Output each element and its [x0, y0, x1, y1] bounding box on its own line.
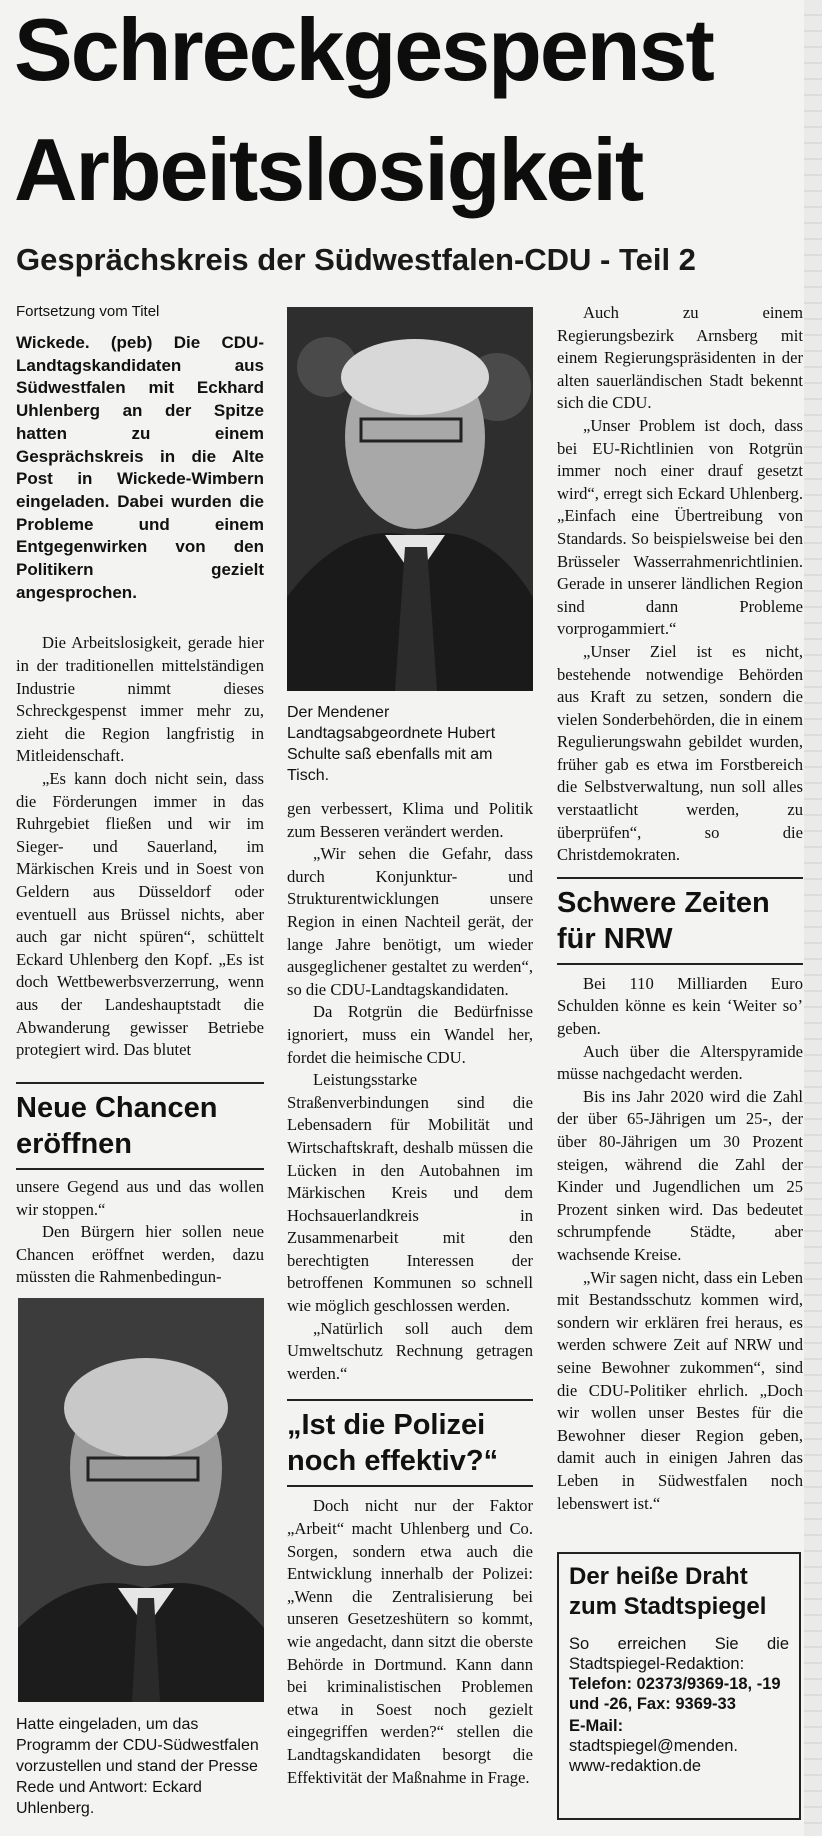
body-paragraph: Doch nicht nur der Faktor „Arbeit“ macht Uhlenberg und Co. Sorgen, sondern etwa auch die Entwicklung innerhalb der Polizei: „Wenn die Zentralisierung bei unseren Gesetzeshütern so kommt, wie angedacht, dann sitzt die oberste Behörde in Dortmund. Kann dann bei kriminalistischen Problemen etwa in Soest noch gezielt eingegriffen werden?“ stellen die Landtagskandidaten besorgt die Effektivität der Maßnahme in Frage. — [287, 1496, 533, 1787]
body-paragraph: Bei 110 Milliarden Euro Schulden könne es kein ‘Weiter so’ geben. — [557, 973, 803, 1039]
body-paragraph: „Es kann doch nicht sein, dass die Förderungen immer in das Ruhrgebiet fließen und wir im Sieger- und Sauerland, im Märkischen Kreis und in Soest von Geldern aus Düsseldorf oder eventuell aus Brüssel nichts, aber auch gar nicht spüren“, schüttelt Eckard Uhlenberg den Kopf. „Es ist doch Wettbewerbsverzerrung, wenn aus der Landeshauptstadt die Abwanderung gewisser Betriebe protegiert wird. Das blutet — [16, 769, 264, 1060]
subhead-schwere-zeiten: Schwere Zeiten für NRW — [557, 877, 803, 965]
headline — [14, 0, 804, 220]
body-paragraph: Den Bürgern hier sollen neue Chancen eröffnet werden, dazu müssten die Rahmenbedingun- — [16, 1222, 264, 1287]
lead-paragraph: Wickede. (peb) Die CDU-Landtagskandidaten aus Südwestfalen mit Eckhard Uhlenberg an der Spitze hatten zu einem Gesprächskreis in die Alte Post in Wickede-Wimbern eingeladen. Dabei wurden die Probleme und einem Entgegenwirken von den Politikern gezielt angesprochen. — [16, 333, 264, 602]
body-paragraph: Auch über die Alterspyramide müsse nachgedacht werden. — [557, 1041, 803, 1084]
body-paragraph: „Wir sagen nicht, dass ein Leben mit Bestandsschutz kommen wird, sondern wir erklären frei heraus, es werden schwere Zeit auf NRW und seine Bewohner zukommen“, sind die CDU-Politiker ehrlich. „Doch wir wollen unser Bestes für die Bewohner dieser Region geben, damit auch in einigen Jahren das Leben in Südwestfalen noch lebenswert ist.“ — [557, 1267, 803, 1513]
contact-infobox — [557, 1552, 801, 1820]
infobox-email[interactable]: stadtspiegel@menden. — [569, 1737, 739, 1755]
photo-eckard-uhlenberg — [18, 1298, 264, 1702]
body-paragraph: „Natürlich soll auch dem Umweltschutz Rechnung getragen werden.“ — [287, 1318, 533, 1383]
subhead-neue-chancen: Neue Chancen eröffnen — [16, 1082, 264, 1170]
subtitle: Gesprächskreis der Südwestfalen-CDU - Teil 2 — [16, 242, 696, 277]
body-paragraph: Auch zu einem Regierungsbezirk Arnsberg mit einem Regierungspräsidenten in der alten sauerländischen Stadt bekennt sich die CDU. — [557, 303, 803, 413]
body-paragraph: gen verbessert, Klima und Politik zum Besseren verändert werden. — [287, 799, 533, 841]
body-paragraph: „Unser Ziel ist es nicht, bestehende notwendige Behörden aus Kraft zu setzen, sondern die vielen Sonderbehörden, die in einem Regulierungswahn gebildet wurden, früher gab es etwa im Forstbereich die Selbstverwaltung, nun soll alles verstaatlicht werden, zu überprüfen“, so die Christdemokraten. — [557, 641, 803, 865]
column-1 — [16, 302, 264, 1062]
subhead-polizei: „Ist die Polizei noch effektiv?“ — [287, 1399, 533, 1487]
body-paragraph: Bis ins Jahr 2020 wird die Zahl der über 65-Jährigen um 25-, der über 80-Jährigen um 30 Prozent steigen, während die Zahl der Kinder und Jugendlichen um 25 Prozent sinken wird. Das bedeutet schrumpfende Städte, aber wachsende Kreise. — [557, 1086, 803, 1264]
headline-line-2: Arbeitslosigkeit — [14, 120, 643, 219]
infobox-title: Der heiße Draht zum Stadtspiegel — [569, 1563, 767, 1620]
infobox-phone: Telefon: 02373/9369-18, -19 und -26, Fax: 9369-33 — [569, 1675, 781, 1713]
body-paragraph: Da Rotgrün die Bedürfnisse ignoriert, muss ein Wandel her, fordet die heimische CDU. — [287, 1002, 533, 1067]
photo-caption-schulte: Der Mendener Landtagsabgeordnete Hubert Schulte saß ebenfalls mit am Tisch. — [287, 704, 496, 784]
portrait-photo-icon — [18, 1298, 264, 1702]
column-2 — [287, 702, 533, 1789]
infobox-email-label: E-Mail: — [569, 1717, 624, 1735]
adjacent-page-edge — [804, 0, 822, 1836]
body-paragraph: Die Arbeitslosigkeit, gerade hier in der traditionellen mittelständigen Industrie nimmt dieses Schreckgespenst immer mehr zu, zieht die Region langfristig in Mitleidenschaft. — [16, 633, 264, 766]
continuation-note: Fortsetzung vom Titel — [16, 303, 160, 320]
photo-hubert-schulte — [287, 307, 533, 691]
body-paragraph: Leistungsstarke Straßenverbindungen sind die Lebensadern für Mobilität und Wirtschaftskraft, deshalb müssen die Lücken in den Autobahnen im Märkischen Kreis und dem Hochsauerlandkreis in Zusammenarbeit mit den berechtigten Interessen der betroffenen Kommunen so schnell wie möglich geschlossen werden. — [287, 1070, 533, 1316]
caption-block-1 — [16, 1714, 264, 1819]
photo-caption-uhlenberg: Hatte eingeladen, um das Programm der CDU-Südwestfalen vorzustellen und stand der Presse Rede und Antwort: Eckard Uhlenberg. — [16, 1716, 259, 1817]
column-1-subsection — [16, 1082, 264, 1289]
body-paragraph: „Unser Problem ist doch, dass bei EU-Richtlinien von Rotgrün immer noch einer drauf gesetzt wird“, erregt sich Eckard Uhlenberg. „Einfach eine Übertreibung von Standards. So beispielsweise bei den Brüsseler Wasserrahmenrichtlinien. Gerade in unserer ländlichen Region sind dann Probleme vorprogammiert.“ — [557, 415, 803, 639]
infobox-intro: So erreichen Sie die Stadtspiegel-Redaktion: — [569, 1635, 789, 1673]
column-3 — [557, 302, 803, 1515]
portrait-photo-icon — [287, 307, 533, 691]
body-paragraph: unsere Gegend aus und das wollen wir stoppen.“ — [16, 1177, 264, 1219]
body-paragraph: „Wir sehen die Gefahr, dass durch Konjunktur- und Strukturentwicklungen unsere Region in einen Nachteil gerät, der lange Jahre benötigt, um wieder ausgeglichener gestaltet zu werden“, so die CDU-Landtagskandidaten. — [287, 844, 533, 999]
infobox-web[interactable]: www-redaktion.de — [569, 1757, 702, 1775]
headline-line-1: Schreckgespenst — [14, 0, 713, 99]
